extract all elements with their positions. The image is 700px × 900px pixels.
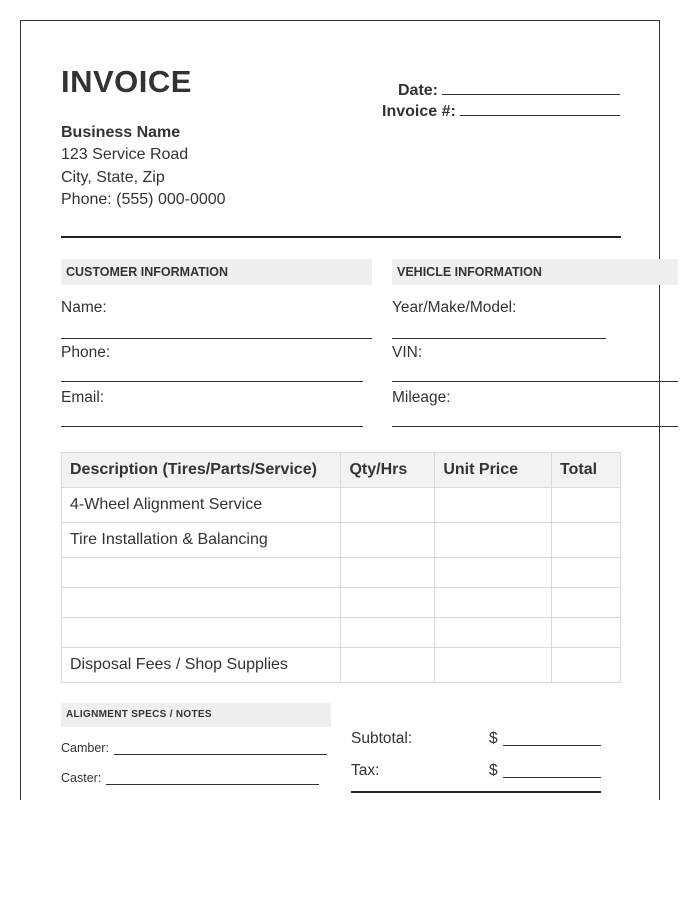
cell-unit-price[interactable] bbox=[435, 558, 552, 588]
cell-description[interactable] bbox=[62, 558, 341, 588]
table-row bbox=[62, 523, 621, 558]
totals-divider bbox=[351, 791, 601, 793]
table-row bbox=[62, 488, 621, 523]
cell-total[interactable] bbox=[552, 618, 621, 648]
col-header-total: Total bbox=[552, 453, 621, 488]
cell-unit-price[interactable] bbox=[435, 523, 552, 558]
cell-description[interactable]: Tire Installation & Balancing bbox=[62, 523, 341, 558]
cell-description[interactable] bbox=[62, 588, 341, 618]
alignment-notes-heading: ALIGNMENT SPECS / NOTES bbox=[61, 703, 331, 727]
table-row bbox=[62, 648, 621, 683]
cell-qty[interactable] bbox=[341, 588, 435, 618]
cell-qty[interactable] bbox=[341, 488, 435, 523]
business-name: Business Name bbox=[61, 124, 181, 141]
customer-info-heading: CUSTOMER INFORMATION bbox=[61, 259, 372, 285]
cell-unit-price[interactable] bbox=[435, 588, 552, 618]
subtotal-label: Subtotal: bbox=[351, 730, 413, 747]
cell-description[interactable]: 4-Wheel Alignment Service bbox=[62, 488, 341, 523]
business-city: City, State, Zip bbox=[61, 169, 165, 186]
cell-total[interactable] bbox=[552, 648, 621, 683]
cell-total[interactable] bbox=[552, 488, 621, 523]
cell-unit-price[interactable] bbox=[435, 618, 552, 648]
subtotal-currency: $ bbox=[489, 730, 498, 747]
customer-phone-label: Phone: bbox=[61, 344, 111, 361]
col-header-unit-price: Unit Price bbox=[435, 453, 552, 488]
cell-total[interactable] bbox=[552, 588, 621, 618]
invoice-number-line[interactable] bbox=[460, 101, 620, 116]
cell-qty[interactable] bbox=[341, 648, 435, 683]
caster-line[interactable] bbox=[106, 784, 319, 785]
business-address: 123 Service Road bbox=[61, 146, 189, 163]
col-header-qty: Qty/Hrs bbox=[341, 453, 435, 488]
cell-qty[interactable] bbox=[341, 523, 435, 558]
caster-label: Caster: bbox=[61, 771, 102, 785]
table-row bbox=[62, 618, 621, 648]
invoice-number-field[interactable] bbox=[382, 101, 620, 121]
customer-name-line[interactable] bbox=[61, 338, 372, 339]
customer-email-label: Email: bbox=[61, 389, 105, 406]
customer-email-line[interactable] bbox=[61, 426, 363, 427]
tax-label: Tax: bbox=[351, 762, 380, 779]
cell-total[interactable] bbox=[552, 558, 621, 588]
invoice-number-label: Invoice #: bbox=[382, 103, 456, 120]
tax-currency: $ bbox=[489, 762, 498, 779]
camber-label: Camber: bbox=[61, 741, 109, 755]
vehicle-info-heading: VEHICLE INFORMATION bbox=[392, 259, 678, 285]
cell-qty[interactable] bbox=[341, 558, 435, 588]
vehicle-mileage-label: Mileage: bbox=[392, 389, 451, 406]
date-field[interactable] bbox=[398, 80, 620, 100]
date-line[interactable] bbox=[442, 80, 620, 95]
vehicle-vin-line[interactable] bbox=[392, 381, 678, 382]
cell-total[interactable] bbox=[552, 523, 621, 558]
cell-unit-price[interactable] bbox=[435, 488, 552, 523]
date-label: Date: bbox=[398, 82, 439, 99]
cell-unit-price[interactable] bbox=[435, 648, 552, 683]
table-row bbox=[62, 558, 621, 588]
cell-qty[interactable] bbox=[341, 618, 435, 648]
vehicle-ymm-label: Year/Make/Model: bbox=[392, 299, 517, 316]
vehicle-mileage-line[interactable] bbox=[392, 426, 678, 427]
camber-line[interactable] bbox=[114, 754, 327, 755]
table-header-row bbox=[62, 453, 621, 488]
col-header-description: Description (Tires/Parts/Service) bbox=[62, 453, 341, 488]
cell-description[interactable] bbox=[62, 618, 341, 648]
header-divider bbox=[61, 236, 621, 238]
business-phone: Phone: (555) 000-0000 bbox=[61, 191, 226, 208]
line-items-table bbox=[61, 452, 621, 683]
tax-line[interactable] bbox=[503, 777, 601, 778]
customer-phone-line[interactable] bbox=[61, 381, 363, 382]
subtotal-line[interactable] bbox=[503, 745, 601, 746]
vehicle-ymm-line[interactable] bbox=[392, 338, 606, 339]
invoice-title: INVOICE bbox=[61, 64, 192, 99]
cell-description[interactable]: Disposal Fees / Shop Supplies bbox=[62, 648, 341, 683]
table-row bbox=[62, 588, 621, 618]
customer-name-label: Name: bbox=[61, 299, 107, 316]
vehicle-vin-label: VIN: bbox=[392, 344, 423, 361]
